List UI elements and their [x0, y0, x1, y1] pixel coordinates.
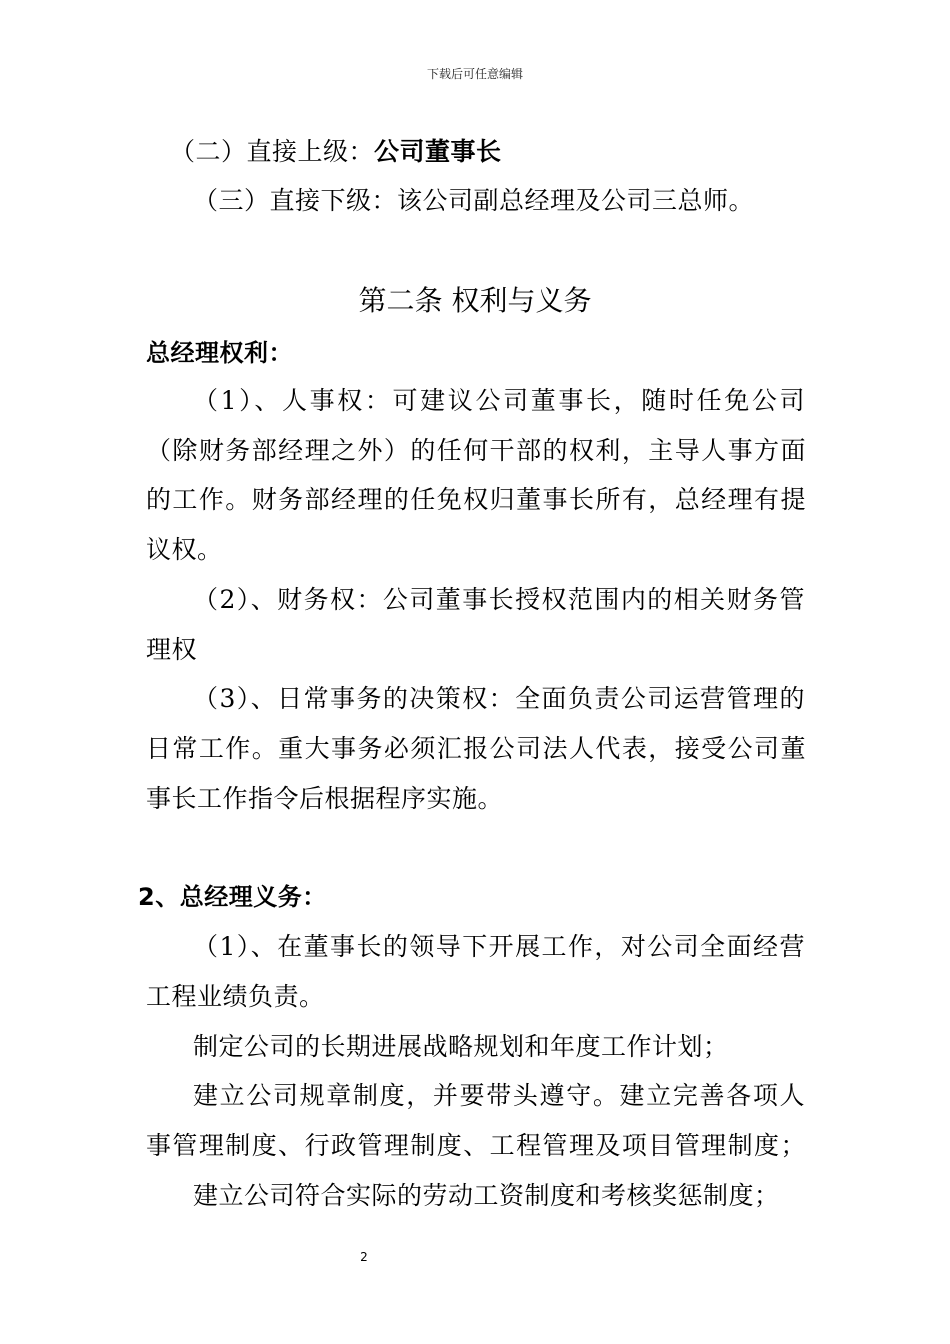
direct-subordinate-line: （三）直接下级：该公司副总经理及公司三总师。 — [193, 186, 755, 215]
power3-line1: （3）、日常事务的决策权：全面负责公司运营管理的 — [193, 684, 805, 713]
header-note: 下载后可任意编辑 — [426, 67, 523, 81]
duty4-line: 建立公司符合实际的劳动工资制度和考核奖惩制度； — [193, 1181, 780, 1210]
power1-line3: 的工作。财务部经理的任免权归董事长所有，总经理有提 — [146, 485, 806, 514]
direct-superior-label: （二）直接上级： — [170, 137, 375, 166]
powers-heading: 总经理权利： — [146, 339, 293, 367]
direct-superior-value: 公司董事长 — [374, 137, 502, 166]
page-number: 2 — [360, 1250, 368, 1264]
power2-line2: 理权 — [146, 635, 198, 664]
power1-line1: （1）、人事权：可建议公司董事长，随时任免公司 — [193, 386, 805, 415]
power1-line2: （除财务部经理之外）的任何干部的权利，主导人事方面 — [146, 436, 806, 465]
duty1-line2: 工程业绩负责。 — [146, 982, 325, 1011]
duty3-line2: 事管理制度、行政管理制度、工程管理及项目管理制度； — [146, 1131, 806, 1160]
duties-heading: 2、总经理义务： — [138, 883, 327, 911]
power3-line3: 事长工作指令后根据程序实施。 — [146, 784, 504, 813]
power1-line4: 议权。 — [146, 535, 223, 564]
power2-line1: （2）、财务权：公司董事长授权范围内的相关财务管 — [193, 585, 805, 614]
direct-superior-line — [170, 137, 830, 167]
duty3-line1: 建立公司规章制度，并要带头遵守。建立完善各项人 — [193, 1081, 805, 1110]
power3-line2: 日常工作。重大事务必须汇报公司法人代表，接受公司董 — [146, 734, 806, 763]
section-title: 第二条 权利与义务 — [358, 284, 592, 317]
duty1-line1: （1）、在董事长的领导下开展工作，对公司全面经营 — [193, 932, 805, 961]
duty2-line: 制定公司的长期进展战略规划和年度工作计划； — [193, 1032, 729, 1061]
